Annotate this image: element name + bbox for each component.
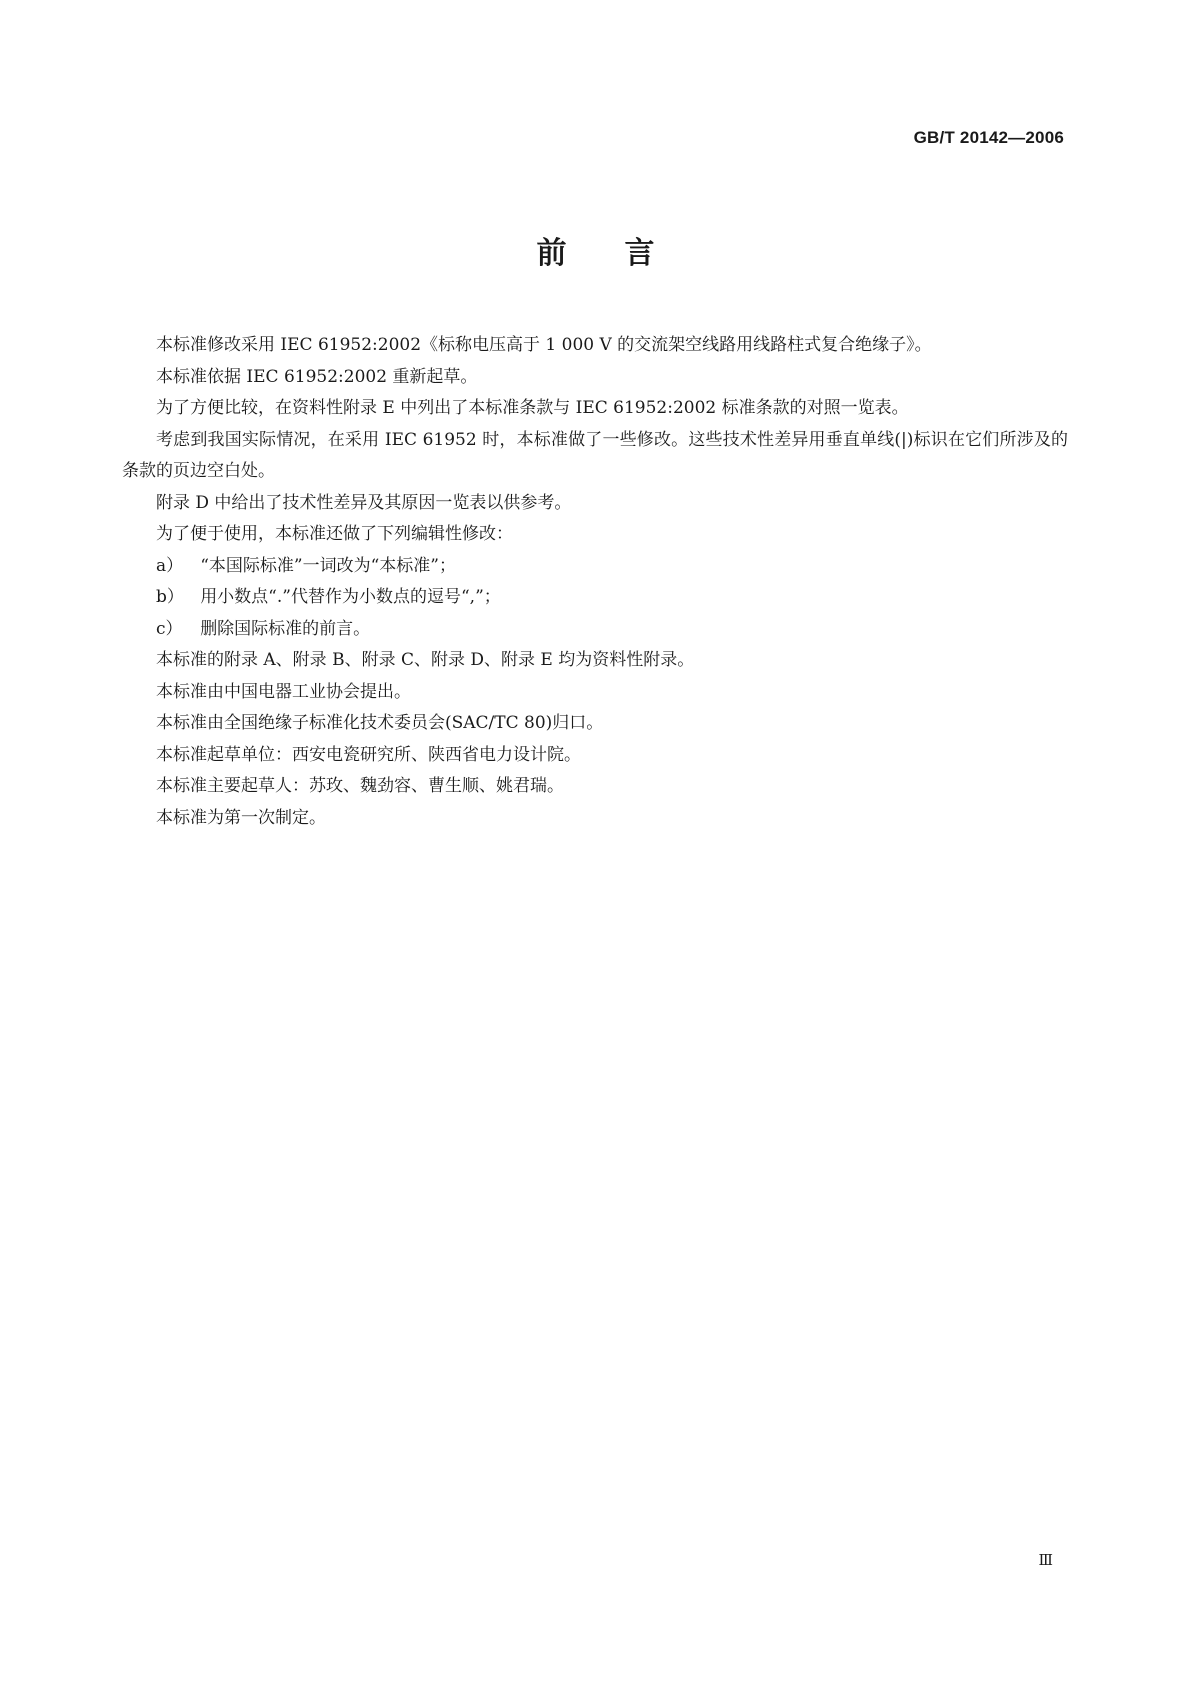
paragraph-annex-d: 附录 D 中给出了技术性差异及其原因一览表以供参考。 <box>156 492 572 513</box>
list-item-text: 删除国际标准的前言。 <box>200 618 371 639</box>
paragraph-basis: 本标准依据 IEC 61952:2002 重新起草。 <box>156 366 478 387</box>
standard-number: GB/T 20142—2006 <box>913 128 1064 147</box>
paragraph-technical-differences: 考虑到我国实际情况，在采用 IEC 61952 时，本标准做了一些修改。这些技术性差异用垂直单线(|)标识在它们所涉及的条款的页边空白处。 <box>122 429 1068 481</box>
list-item <box>122 582 1068 614</box>
paragraph-drafting-units: 本标准起草单位：西安电瓷研究所、陕西省电力设计院。 <box>156 744 581 765</box>
paragraph-adoption: 本标准修改采用 IEC 61952:2002《标称电压高于 1 000 V 的交流架空线路用线路柱式复合绝缘子》。 <box>156 335 932 355</box>
paragraph-under-jurisdiction: 本标准由全国绝缘子标准化技术委员会(SAC/TC 80)归口。 <box>156 713 604 733</box>
paragraph-drafters: 本标准主要起草人：苏玫、魏劲容、曹生顺、姚君瑞。 <box>156 776 564 796</box>
list-item <box>122 551 1068 583</box>
page-title: 前言 <box>536 236 713 271</box>
list-marker: b） <box>156 587 184 607</box>
paragraph-editorial-intro: 为了便于使用，本标准还做了下列编辑性修改： <box>156 524 513 544</box>
list-item-text: 用小数点“.”代替作为小数点的逗号“,”； <box>200 587 501 607</box>
paragraph-annexes: 本标准的附录 A、附录 B、附录 C、附录 D、附录 E 均为资料性附录。 <box>156 650 695 670</box>
paragraph-first-edition: 本标准为第一次制定。 <box>156 807 326 828</box>
list-marker: a） <box>156 555 184 576</box>
foreword-body <box>122 330 1068 834</box>
list-item <box>122 614 1068 646</box>
paragraph-proposed-by: 本标准由中国电器工业协会提出。 <box>156 681 411 702</box>
list-item-text: “本国际标准”一词改为“本标准”； <box>200 555 456 576</box>
page-number: Ⅲ <box>1038 1551 1053 1569</box>
list-marker: c） <box>156 618 183 639</box>
paragraph-comparison: 为了方便比较，在资料性附录 E 中列出了本标准条款与 IEC 61952:2002 标准条款的对照一览表。 <box>156 398 909 418</box>
